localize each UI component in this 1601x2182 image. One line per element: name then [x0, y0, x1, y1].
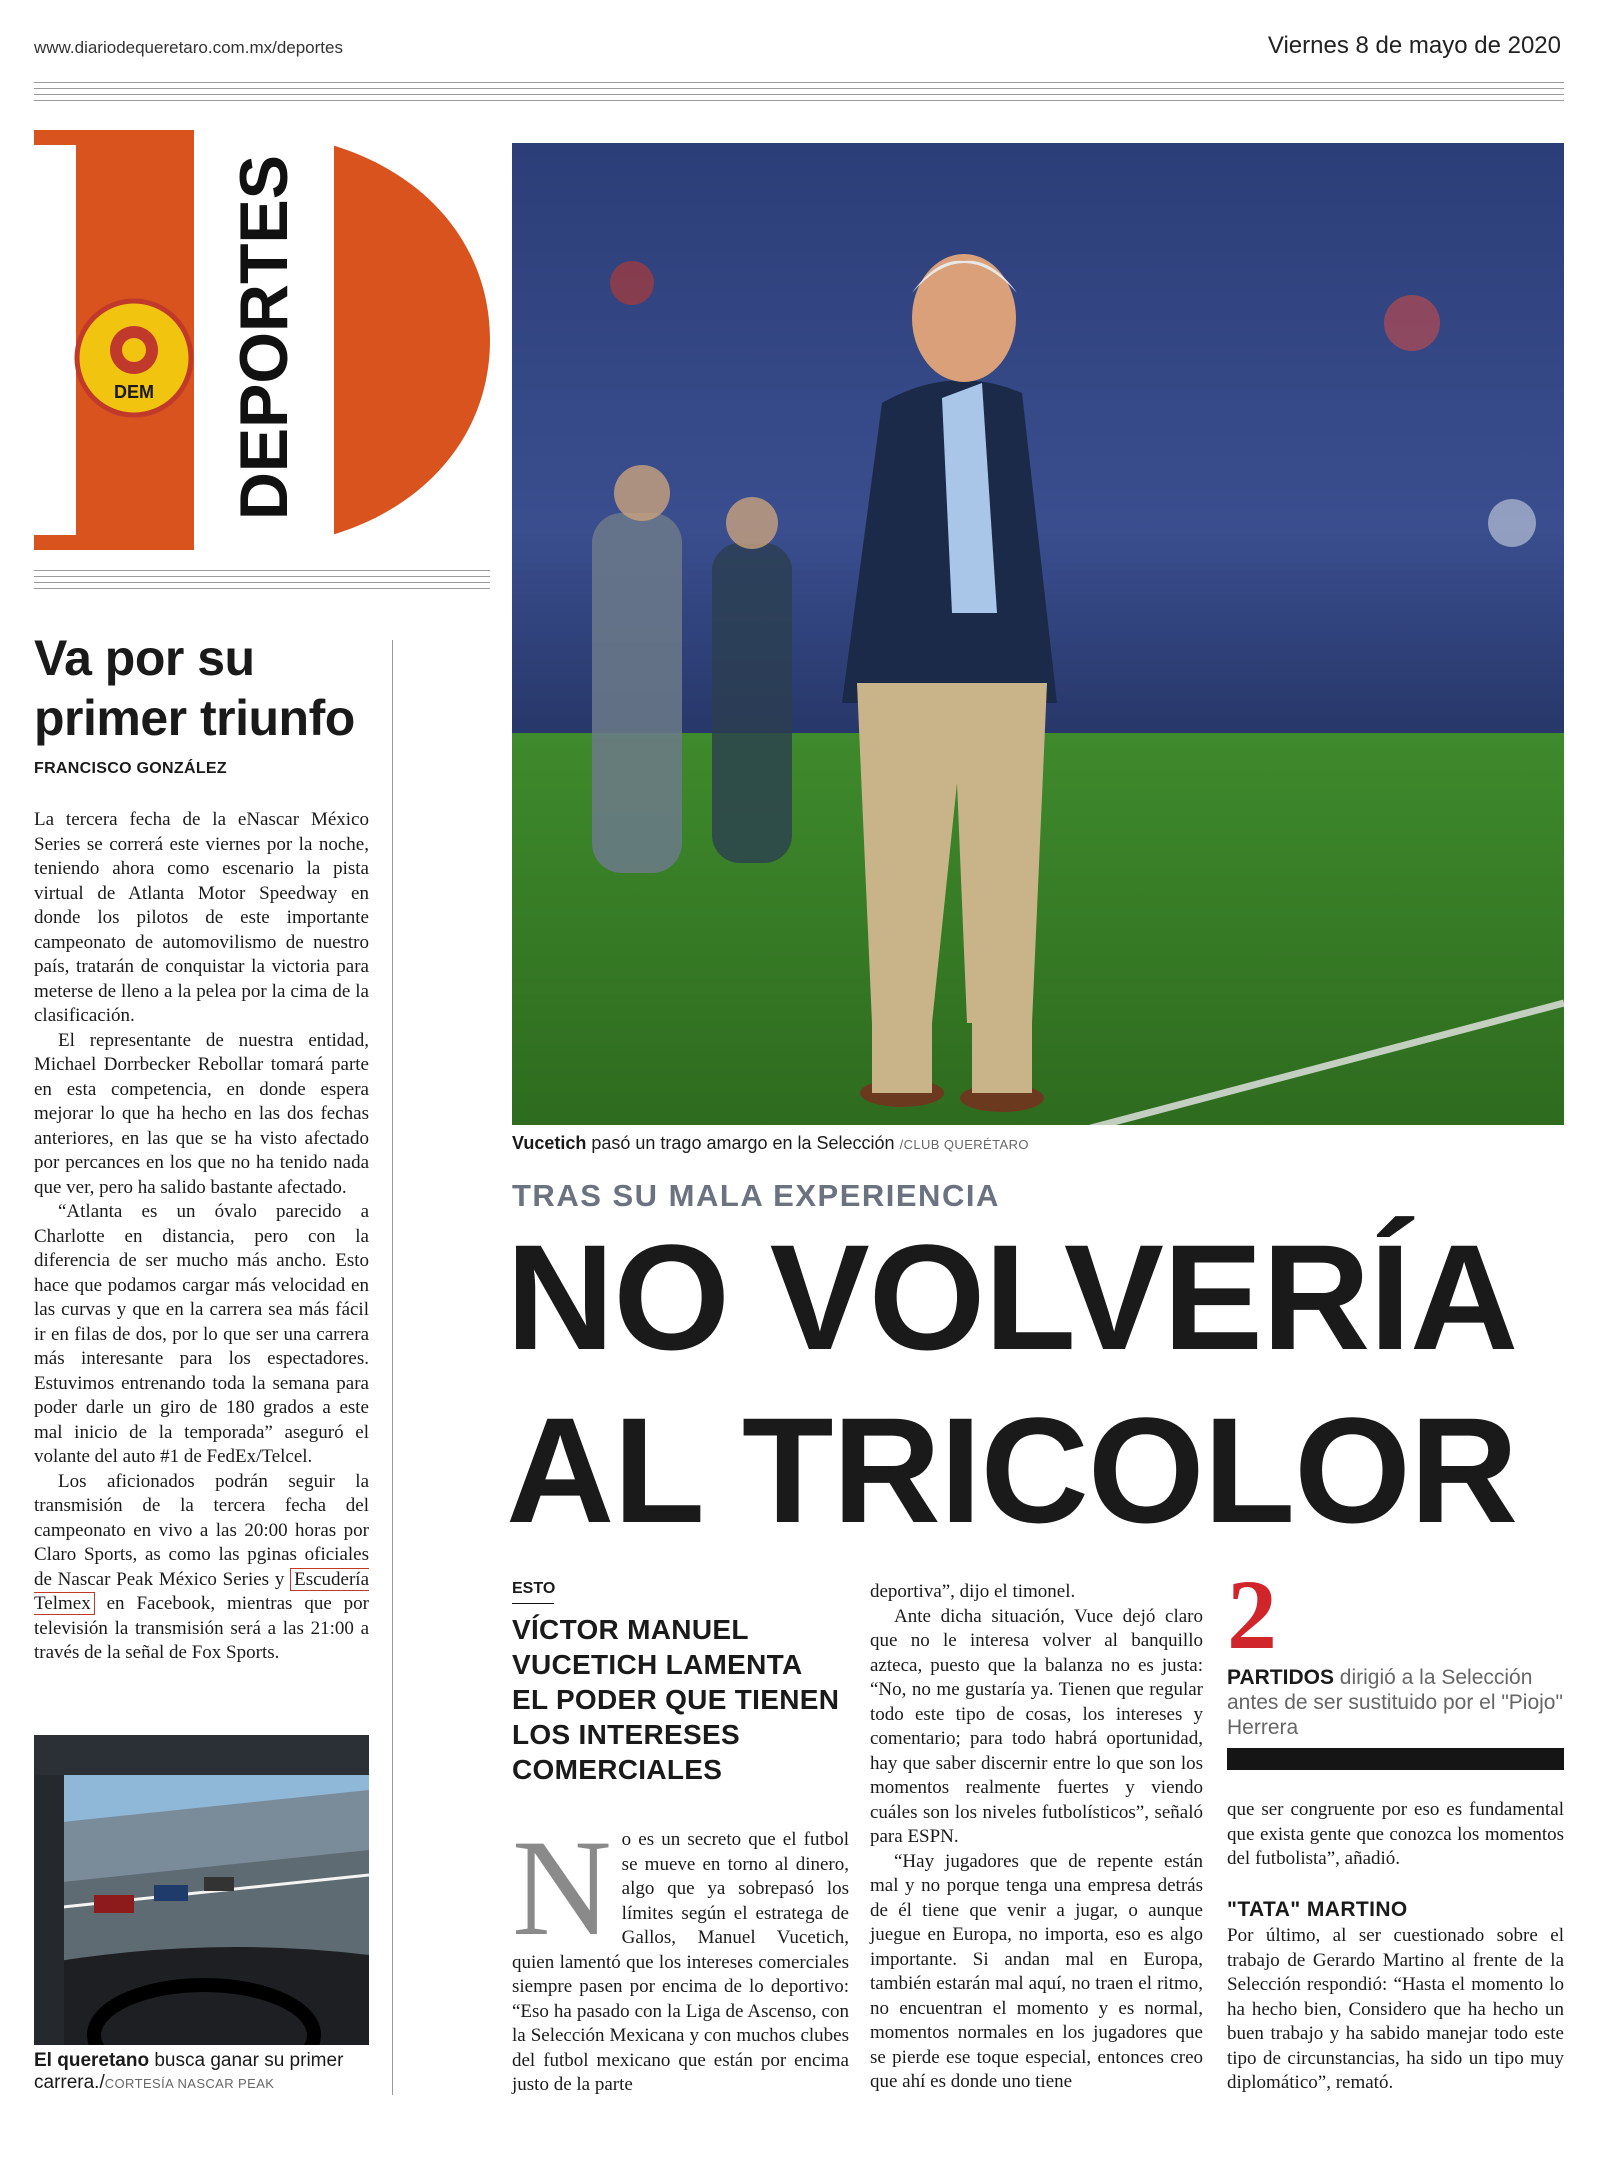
stat-bold: PARTIDOS: [1227, 1666, 1334, 1689]
source-underline: [512, 1603, 554, 1604]
header-rule-4: [34, 100, 1564, 101]
header-rule-3: [34, 94, 1564, 95]
dem-badge-center: [122, 338, 146, 362]
caption-text: pasó un trago amargo en la Selección: [591, 1133, 895, 1153]
drop-cap: N: [512, 1811, 612, 1964]
article-column-1: [512, 1811, 849, 2098]
stat-text: [1227, 1665, 1567, 1740]
background-person-head: [614, 465, 670, 521]
section-word: [215, 140, 305, 525]
column-3-subhead: "TATA" MARTINO: [1227, 1898, 1408, 1921]
race-car: [154, 1885, 188, 1901]
escuderia-telmex-link[interactable]: Escudería Telmex: [34, 1568, 369, 1614]
left-author: FRANCISCO GONZÁLEZ: [34, 760, 227, 777]
column-2-paragraph: “Hay jugadores que de repente están mal y no porque tenga una empresa detrás de él tiene que venir a jugar, o aunque juegue en Europa, no importa, eso es algo importante. Si andan mal en Europa, también estarán mal aquí, no traen el ritmo, no encuentran el momento y es normal, momentos normales en los jugadores que se pierde ese toque especial, entonces creo que ahí es donde uno tiene: [870, 1850, 1203, 2092]
race-car: [94, 1895, 134, 1913]
site-url[interactable]: www.diariodequeretaro.com.mx/deportes: [34, 38, 343, 57]
race-game-photo: [34, 1735, 369, 2045]
masthead-rule-1: [34, 570, 490, 571]
column-3b-text: Por último, al ser cuestionado sobre el trabajo de Gerardo Martino al frente de la Selección respondió: “Hasta el momento lo ha hecho bien, Considero que ha hecho un buen trabajo y ha sabido manejar todo este tipo de circunstancias, ha sido un tipo muy diplomático”, remató.: [1227, 1925, 1564, 2093]
stat-description: dirigió a la Selección antes de ser sustituido por el "Piojo" Herrera: [1227, 1666, 1563, 1739]
column-3-text: que ser congruente por eso es fundamental que exista gente que conozca los momentos del futbolista”, añadió.: [1227, 1799, 1564, 1869]
photo-credit: CORTESÍA NASCAR PEAK: [104, 2076, 275, 2091]
headline-line-1: NO VOLVERÍA: [506, 1213, 1518, 1381]
section-title: DEPORTES: [226, 145, 302, 520]
caption-text: busca ganar su primer carrera./: [34, 2050, 344, 2093]
race-pillar: [34, 1775, 64, 2045]
column-2-paragraph: Ante dicha situación, Vuce dejó claro que no le interesa volver al banquillo azteca, puesto que la balanza no es justa: “No, no me gustaría ya. Tienen que regular todo este tipo de cosas, los intereses y comentario; para todo habrá oportunidad, hay que saber discernir entre lo que son los momentos realmente fuertes y viendo cuáles son los niveles futbolísticos”, señaló para ESPN.: [870, 1605, 1203, 1847]
column-2-paragraph: deportiva”, dijo el timonel.: [870, 1581, 1076, 1602]
coach-leg: [972, 1023, 1032, 1093]
coach-leg: [872, 1023, 932, 1093]
left-text: Los aficionados podrán seguir la transmisión de la tercera fecha del campeonato en vivo a las 20:00 horas por Claro Sports, as como las pginas oficiales de Nascar Peak México Series y: [34, 1470, 369, 1590]
source-tag: ESTO: [512, 1580, 556, 1597]
kicker: TRAS SU MALA EXPERIENCIA: [512, 1178, 1000, 1213]
crowd-blur: [610, 261, 654, 305]
crowd-blur: [1384, 295, 1440, 351]
article-subhead: VÍCTOR MANUEL VUCETICH LAMENTA EL PODER QUE TIENEN LOS INTERESES COMERCIALES: [512, 1614, 840, 1785]
masthead-rule-2: [34, 576, 490, 577]
left-paragraph: “Atlanta es un óvalo parecido a Charlotte en distancia, pero con la diferencia de ser mucho más ancho. Esto hace que podamos cargar más velocidad en las curvas y que en la carrera sea más fácil ir en filas de dos, por lo que ser una carrera más interesante para los espectadores. Estuvimos entrenando toda la semana para poder darle un giro de 180 grados a este mal inicio de la temporada” aseguró el volante del auto #1 de FedEx/Telcel.: [34, 1201, 369, 1467]
left-article-body: [34, 808, 369, 1666]
header-rule-1: [34, 82, 1564, 83]
race-car: [204, 1877, 234, 1891]
background-person: [592, 513, 682, 873]
left-paragraph: La tercera fecha de la eNascar México Series se correrá este viernes por la noche, teniendo ahora como escenario la pista virtual de Atlanta Motor Speedway en donde los pilotos de este importante campeonato de automovilismo de nuestro país, tratarán de conquistar la victoria para meterse de lleno a la pelea por la cima de la clasificación.: [34, 809, 369, 1026]
background-person: [712, 543, 792, 863]
left-text: en Facebook, mientras que por televisión la transmisión será a las 21:00 a través de la señal de Fox Sports.: [34, 1593, 370, 1663]
stat-number: 2: [1227, 1559, 1277, 1670]
caption-bold: Vucetich: [512, 1133, 587, 1153]
photo-credit: /CLUB QUERÉTARO: [899, 1137, 1029, 1152]
article-column-3: [1227, 1798, 1564, 1872]
issue-date: Viernes 8 de mayo de 2020: [1267, 32, 1561, 59]
column-1-text: o es un secreto que el futbol se mueve en torno al dinero, algo que ya sobrepasó los límites según el estratega de Gallos, Manuel Vucetich, quien lamentó que los intereses comerciales siempre pasen por encima de lo deportivo: “Eso ha pasado con la Liga de Ascenso, con la Selección Mexicana y con muchos clubes del futbol mexicano que están por encima justo de la parte: [512, 1829, 849, 2095]
race-photo-caption: [34, 2050, 374, 2095]
masthead-rule-3: [34, 582, 490, 583]
header-rule-2: [34, 88, 1564, 89]
race-roof: [34, 1735, 369, 1775]
main-photo-caption: [512, 1133, 1029, 1154]
caption-bold: El queretano: [34, 2050, 150, 2071]
left-headline: Va por su primer triunfo: [34, 630, 355, 746]
dem-badge-text: DEM: [114, 382, 154, 402]
crowd-blur: [1488, 499, 1536, 547]
left-paragraph: El representante de nuestra entidad, Michael Dorrbecker Rebollar tomará parte en esta competencia, en donde espera mejorar lo que ha hecho en las dos fechas anteriores, en las que se ha visto afectado por percances en los que no ha tenido nada que ver, pero ha salido bastante afectado.: [34, 1029, 369, 1198]
background-person-head: [726, 497, 778, 549]
stat-bar: [1227, 1748, 1564, 1770]
coach-head: [912, 254, 1016, 382]
column-divider: [392, 640, 393, 2095]
masthead-rule-4: [34, 588, 490, 589]
vucetich-photo: [512, 143, 1564, 1125]
article-column-3b: [1227, 1924, 1564, 2096]
left-paragraph-last: [34, 1470, 369, 1666]
article-column-2: [870, 1580, 1203, 2095]
headline-line-2: AL TRICOLOR: [506, 1386, 1518, 1554]
